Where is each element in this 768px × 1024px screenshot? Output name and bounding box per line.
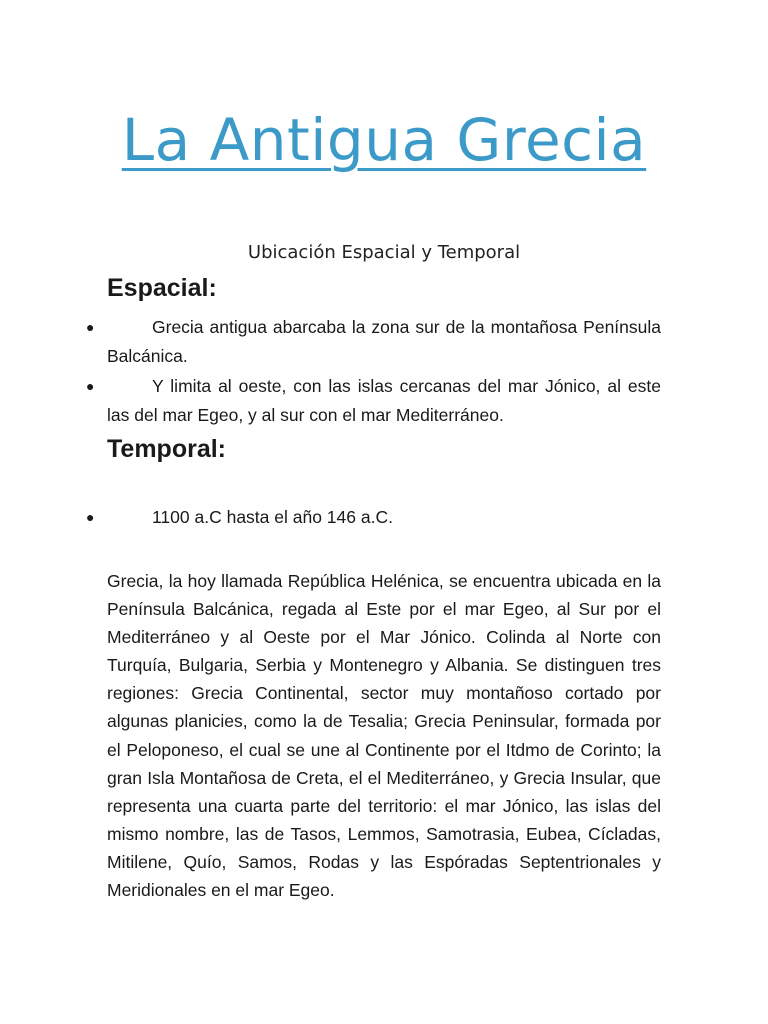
list-item-text: 1100 a.C hasta el año 146 a.C. <box>152 507 393 527</box>
list-item <box>86 313 661 371</box>
bullet-dot-icon: ● <box>86 319 95 335</box>
section-heading-espacial: Espacial: <box>107 274 217 302</box>
list-item <box>86 503 661 532</box>
list-item-text: Y limita al oeste, con las islas cercanas del mar Jónico, al este las del mar Egeo, y al sur con el mar Mediterráneo. <box>107 376 661 425</box>
bullet-dot-icon: ● <box>86 509 95 525</box>
page-title <box>0 104 768 176</box>
section-heading-temporal: Temporal: <box>107 435 226 463</box>
page-title-text: La Antigua Grecia <box>121 106 647 174</box>
bullet-dot-icon: ● <box>86 378 95 394</box>
body-paragraph: Grecia, la hoy llamada República Helénica, se encuentra ubicada en la Península Balcánica, regada al Este por el mar Egeo, al Sur por el Mediterráneo y al Oeste por el Mar Jónico. Colinda al Norte con Turquía, Bulgaria, Serbia y Montenegro y Albania. Se distinguen tres regiones: Grecia Continental, sector muy montañoso cortado por algunas planicies, como la de Tesalia; Grecia Peninsular, formada por el Peloponeso, el cual se une al Continente por el Itdmo de Corinto; la gran Isla Montañosa de Creta, el el Mediterráneo, y Grecia Insular, que representa una cuarta parte del territorio: el mar Jónico, las islas del mismo nombre, las de Tasos, Lemmos, Samotrasia, Eubea, Cícladas, Mitilene, Quío, Samos, Rodas y las Espóradas Septentrionales y Meridionales en el mar Egeo. <box>107 571 661 901</box>
list-item-text: Grecia antigua abarcaba la zona sur de la montañosa Península Balcánica. <box>107 317 661 366</box>
list-item <box>86 372 661 430</box>
page-subtitle: Ubicación Espacial y Temporal <box>247 242 521 263</box>
